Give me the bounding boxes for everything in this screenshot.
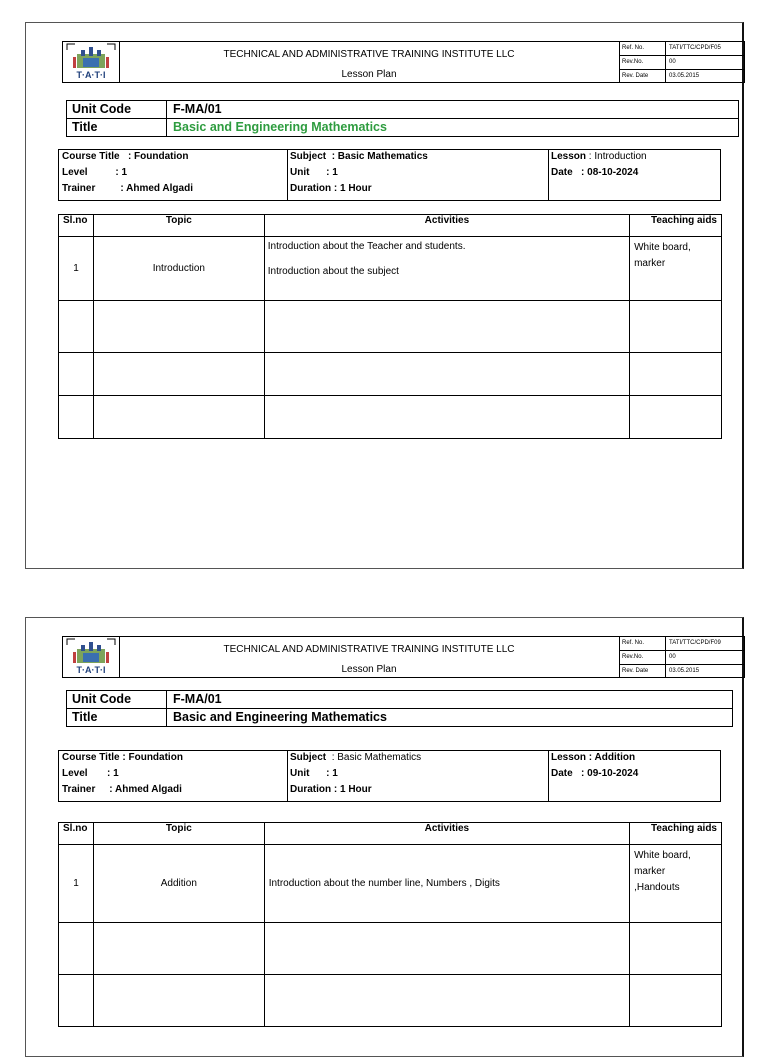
subject-label: Subject — [290, 151, 327, 162]
table-row — [59, 353, 722, 396]
course-info-box — [58, 750, 721, 802]
title-label: Title — [67, 709, 167, 726]
header-teaching-aids: Teaching aids — [630, 215, 722, 237]
table-row — [59, 845, 722, 923]
trainer-value: : Ahmed Algadi — [120, 183, 193, 194]
row-activities: Introduction about the number line, Numbers , Digits — [264, 845, 629, 923]
unit-value: : 1 — [326, 167, 338, 178]
lesson-table — [58, 822, 722, 1027]
course-title-value: : Foundation — [122, 752, 183, 763]
document-title: Lesson Plan — [341, 664, 397, 675]
unit-code-value: F-MA/01 — [173, 692, 222, 706]
unit-label: Unit — [290, 167, 310, 178]
lesson-label: Lesson — [551, 151, 587, 162]
date-label: Date — [551, 167, 573, 178]
reference-box — [619, 637, 745, 677]
aid-line: ,Handouts — [634, 882, 680, 893]
title-label: Title — [67, 119, 167, 136]
row-slno: 1 — [59, 237, 94, 301]
rev-date-label: Rev. Date — [622, 72, 649, 79]
aid-line: marker — [634, 866, 666, 877]
table-row — [59, 923, 722, 975]
lesson-value: : Introduction — [588, 151, 647, 162]
reference-box — [619, 42, 745, 82]
tati-logo — [63, 637, 120, 677]
trainer-label: Trainer — [62, 183, 96, 194]
header-topic: Topic — [93, 215, 264, 237]
subject-value: : Basic Mathematics — [331, 151, 428, 162]
document-title: Lesson Plan — [341, 69, 397, 80]
table-row — [59, 975, 722, 1027]
table-row — [59, 301, 722, 353]
ref-value: TATI/TTC/CPD/F09 — [666, 637, 746, 650]
logo-text: T·A·T·I — [76, 70, 106, 80]
level-value: : 1 — [115, 167, 128, 178]
document-header — [62, 41, 745, 83]
duration-value: Duration : 1 Hour — [290, 183, 372, 194]
course-title-label: Course Title — [62, 752, 120, 763]
rev-label: Rev.No. — [619, 650, 666, 664]
document-header — [62, 636, 745, 678]
aid-line: White board, — [634, 242, 691, 253]
row-teaching-aids — [630, 845, 722, 923]
unit-code-value: F-MA/01 — [173, 102, 222, 116]
course-title-label: Course Title — [62, 151, 120, 162]
ref-label: Ref. No. — [619, 42, 666, 55]
row-teaching-aids — [630, 237, 722, 301]
trainer-value: : Ahmed Algadi — [109, 784, 182, 795]
date-value: : 08-10-2024 — [581, 167, 639, 178]
aid-line: marker — [634, 258, 666, 269]
row-slno: 1 — [59, 845, 94, 923]
lesson-plan-page-2 — [25, 617, 744, 1057]
subject-label: Subject — [290, 752, 327, 763]
unit-title-value: Basic and Engineering Mathematics — [173, 120, 387, 134]
rev-label: Rev.No. — [619, 55, 666, 69]
unit-box — [66, 690, 733, 727]
rev-value: 00 — [666, 55, 746, 69]
date-label: Date — [551, 768, 573, 779]
table-row — [59, 396, 722, 439]
course-title-value: : Foundation — [127, 151, 189, 162]
lesson-value: : Addition — [588, 752, 636, 763]
lesson-plan-page-1 — [25, 22, 744, 569]
institute-name: TECHNICAL AND ADMINISTRATIVE TRAINING INSTITUTE LLC — [223, 644, 515, 655]
tati-logo — [63, 42, 120, 82]
row-activities — [264, 237, 629, 301]
course-info-box — [58, 149, 721, 201]
date-value: : 09-10-2024 — [581, 768, 639, 779]
unit-code-label: Unit Code — [67, 691, 167, 708]
ref-label: Ref. No. — [619, 637, 666, 650]
header-slno: Sl.no — [59, 215, 94, 237]
duration-value: Duration : 1 Hour — [290, 784, 372, 795]
trainer-label: Trainer — [62, 784, 96, 795]
activity-line: Introduction about the Teacher and students. — [267, 241, 466, 252]
activity-line: Introduction about the subject — [267, 266, 399, 277]
ref-value: TATI/TTC/CPD/F05 — [666, 42, 746, 55]
unit-code-label: Unit Code — [67, 101, 167, 118]
aid-line: White board, — [634, 850, 691, 861]
header-slno: Sl.no — [59, 823, 94, 845]
rev-date-value: 03.05.2015 — [666, 664, 746, 677]
level-value: : 1 — [107, 768, 119, 779]
row-topic: Addition — [93, 845, 264, 923]
header-topic: Topic — [93, 823, 264, 845]
header-activities: Activities — [264, 215, 629, 237]
institute-name: TECHNICAL AND ADMINISTRATIVE TRAINING INSTITUTE LLC — [223, 49, 515, 60]
lesson-label: Lesson — [551, 752, 587, 763]
unit-title-value: Basic and Engineering Mathematics — [173, 710, 387, 724]
level-label: Level — [62, 768, 88, 779]
rev-date-label: Rev. Date — [622, 667, 649, 674]
unit-box — [66, 100, 739, 137]
subject-value: : Basic Mathematics — [331, 752, 422, 763]
rev-value: 00 — [666, 650, 746, 664]
table-row — [59, 237, 722, 301]
logo-text: T·A·T·I — [76, 665, 106, 675]
unit-value: : 1 — [326, 768, 338, 779]
rev-date-value: 03.05.2015 — [666, 69, 746, 82]
level-label: Level — [62, 167, 88, 178]
lesson-table — [58, 214, 722, 439]
unit-label: Unit — [290, 768, 310, 779]
header-teaching-aids: Teaching aids — [630, 823, 722, 845]
header-activities: Activities — [264, 823, 629, 845]
row-topic: Introduction — [93, 237, 264, 301]
